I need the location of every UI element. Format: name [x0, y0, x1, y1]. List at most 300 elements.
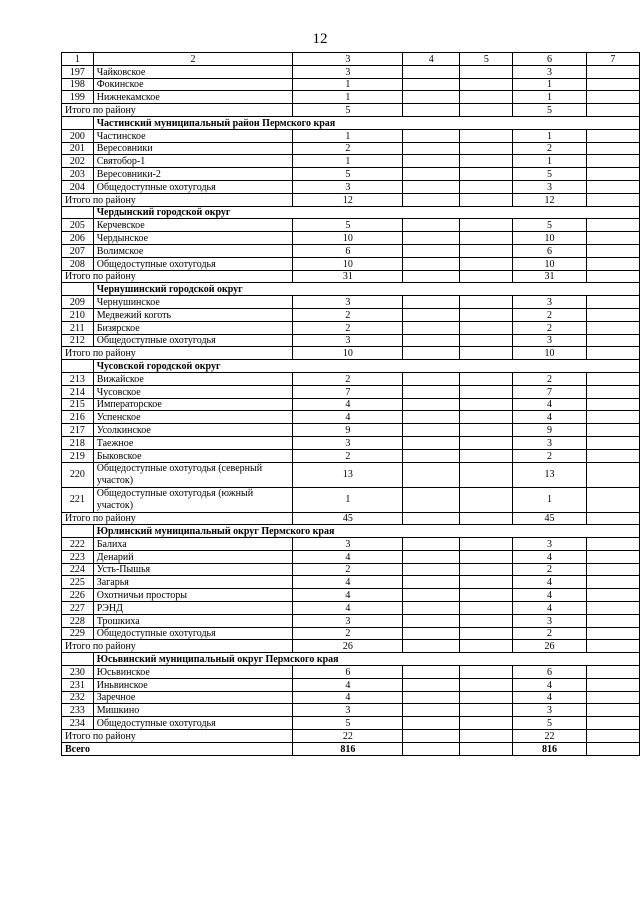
header-row — [62, 53, 640, 66]
section-spacer — [62, 283, 94, 296]
row-number: 197 — [62, 65, 94, 78]
grand-total-row — [62, 742, 640, 755]
col4-value — [403, 65, 460, 78]
table-row — [62, 65, 640, 78]
col4-value — [403, 678, 460, 691]
col3-value: 6 — [293, 244, 403, 257]
row-number: 234 — [62, 717, 94, 730]
row-number: 206 — [62, 232, 94, 245]
ground-name: Балиха — [93, 538, 293, 551]
total-col4 — [403, 512, 460, 525]
col5-value — [460, 424, 513, 437]
total-col6: 22 — [513, 730, 586, 743]
total-col3: 31 — [293, 270, 403, 283]
col4-value — [403, 232, 460, 245]
col7-value — [586, 334, 639, 347]
col5-value — [460, 550, 513, 563]
col7-value — [586, 78, 639, 91]
col6-value: 3 — [513, 296, 586, 309]
total-col6: 5 — [513, 104, 586, 117]
total-col3: 5 — [293, 104, 403, 117]
col5-value — [460, 487, 513, 512]
col4-value — [403, 449, 460, 462]
col4-value — [403, 296, 460, 309]
col6-value: 2 — [513, 321, 586, 334]
total-col4 — [403, 193, 460, 206]
total-col7 — [586, 347, 639, 360]
section-title-row — [62, 360, 640, 373]
col5-value — [460, 704, 513, 717]
col6-value: 7 — [513, 385, 586, 398]
col4-value — [403, 462, 460, 487]
col6-value: 3 — [513, 180, 586, 193]
total-col7 — [586, 512, 639, 525]
col4-value — [403, 372, 460, 385]
col7-value — [586, 487, 639, 512]
row-number: 215 — [62, 398, 94, 411]
col7-value — [586, 436, 639, 449]
ground-name: Быковское — [93, 449, 293, 462]
total-col7 — [586, 104, 639, 117]
header-cell: 6 — [513, 53, 586, 66]
row-number: 208 — [62, 257, 94, 270]
col3-value: 2 — [293, 449, 403, 462]
col6-value: 3 — [513, 704, 586, 717]
table-row — [62, 717, 640, 730]
col3-value: 5 — [293, 219, 403, 232]
ground-name: Денарий — [93, 550, 293, 563]
table-row — [62, 168, 640, 181]
col3-value: 1 — [293, 155, 403, 168]
col7-value — [586, 627, 639, 640]
col7-value — [586, 168, 639, 181]
col5-value — [460, 78, 513, 91]
table-row — [62, 321, 640, 334]
col6-value: 6 — [513, 244, 586, 257]
col5-value — [460, 219, 513, 232]
ground-name: Общедоступные охотугодья (южный участок) — [93, 487, 293, 512]
col7-value — [586, 563, 639, 576]
col6-value: 5 — [513, 219, 586, 232]
row-number: 212 — [62, 334, 94, 347]
ground-name: Иньвинское — [93, 678, 293, 691]
table-row — [62, 296, 640, 309]
table-row — [62, 691, 640, 704]
table-row — [62, 550, 640, 563]
ground-name: Заречное — [93, 691, 293, 704]
col6-value: 3 — [513, 65, 586, 78]
col5-value — [460, 449, 513, 462]
col4-value — [403, 589, 460, 602]
table-row — [62, 602, 640, 615]
col5-value — [460, 691, 513, 704]
col6-value: 4 — [513, 691, 586, 704]
col4-value — [403, 155, 460, 168]
col3-value: 2 — [293, 308, 403, 321]
row-number: 198 — [62, 78, 94, 91]
ground-name: Частинское — [93, 129, 293, 142]
row-number: 230 — [62, 666, 94, 679]
col4-value — [403, 717, 460, 730]
col5-value — [460, 168, 513, 181]
ground-name: Чусовское — [93, 385, 293, 398]
total-col5 — [460, 512, 513, 525]
ground-name: Общедоступные охотугодья (северный участок) — [93, 462, 293, 487]
table-row — [62, 563, 640, 576]
section-title-row — [62, 116, 640, 129]
row-number: 224 — [62, 563, 94, 576]
col4-value — [403, 576, 460, 589]
table-row — [62, 411, 640, 424]
table-row — [62, 385, 640, 398]
row-number: 213 — [62, 372, 94, 385]
ground-name: Чайковское — [93, 65, 293, 78]
total-col6: 10 — [513, 347, 586, 360]
col5-value — [460, 436, 513, 449]
col6-value: 3 — [513, 334, 586, 347]
col4-value — [403, 334, 460, 347]
row-number: 203 — [62, 168, 94, 181]
col7-value — [586, 691, 639, 704]
total-col5 — [460, 347, 513, 360]
col6-value: 10 — [513, 257, 586, 270]
col4-value — [403, 321, 460, 334]
row-number: 218 — [62, 436, 94, 449]
row-number: 219 — [62, 449, 94, 462]
row-number: 214 — [62, 385, 94, 398]
col7-value — [586, 296, 639, 309]
ground-name: Бизярское — [93, 321, 293, 334]
section-title-row — [62, 653, 640, 666]
row-number: 217 — [62, 424, 94, 437]
row-number: 209 — [62, 296, 94, 309]
col5-value — [460, 372, 513, 385]
col5-value — [460, 91, 513, 104]
ground-name: Общедоступные охотугодья — [93, 180, 293, 193]
col7-value — [586, 155, 639, 168]
col6-value: 4 — [513, 576, 586, 589]
ground-name: Общедоступные охотугодья — [93, 257, 293, 270]
ground-name: Чердынское — [93, 232, 293, 245]
col6-value: 3 — [513, 436, 586, 449]
total-col3: 10 — [293, 347, 403, 360]
section-title-row — [62, 283, 640, 296]
ground-name: Общедоступные охотугодья — [93, 627, 293, 640]
col4-value — [403, 627, 460, 640]
ground-name: Волимское — [93, 244, 293, 257]
grand-total-col6: 816 — [513, 742, 586, 755]
col7-value — [586, 538, 639, 551]
col4-value — [403, 550, 460, 563]
ground-name: Фокинское — [93, 78, 293, 91]
ground-name: Юсьвинское — [93, 666, 293, 679]
total-col7 — [586, 730, 639, 743]
row-number: 221 — [62, 487, 94, 512]
col5-value — [460, 678, 513, 691]
ground-name: Керчевское — [93, 219, 293, 232]
col5-value — [460, 411, 513, 424]
col5-value — [460, 614, 513, 627]
col3-value: 4 — [293, 691, 403, 704]
col4-value — [403, 219, 460, 232]
col6-value: 4 — [513, 602, 586, 615]
col3-value: 5 — [293, 168, 403, 181]
total-col6: 45 — [513, 512, 586, 525]
row-number: 229 — [62, 627, 94, 640]
total-label: Итого по району — [62, 270, 293, 283]
col3-value: 13 — [293, 462, 403, 487]
col7-value — [586, 462, 639, 487]
col6-value: 4 — [513, 411, 586, 424]
col7-value — [586, 257, 639, 270]
col5-value — [460, 129, 513, 142]
col6-value: 2 — [513, 372, 586, 385]
ground-name: РЭНД — [93, 602, 293, 615]
ground-name: Усть-Пышья — [93, 563, 293, 576]
col3-value: 3 — [293, 65, 403, 78]
col6-value: 6 — [513, 666, 586, 679]
col3-value: 3 — [293, 296, 403, 309]
ground-name: Таежное — [93, 436, 293, 449]
col7-value — [586, 678, 639, 691]
ground-name: Усолкинское — [93, 424, 293, 437]
row-number: 216 — [62, 411, 94, 424]
table-row — [62, 666, 640, 679]
row-number: 204 — [62, 180, 94, 193]
col7-value — [586, 576, 639, 589]
table-row — [62, 219, 640, 232]
col5-value — [460, 321, 513, 334]
total-col5 — [460, 104, 513, 117]
col4-value — [403, 691, 460, 704]
row-number: 199 — [62, 91, 94, 104]
district-total-row — [62, 512, 640, 525]
col4-value — [403, 411, 460, 424]
row-number: 202 — [62, 155, 94, 168]
header-cell: 7 — [586, 53, 639, 66]
total-label: Итого по району — [62, 640, 293, 653]
table-row — [62, 91, 640, 104]
col7-value — [586, 666, 639, 679]
col7-value — [586, 550, 639, 563]
col6-value: 1 — [513, 78, 586, 91]
col5-value — [460, 576, 513, 589]
col4-value — [403, 129, 460, 142]
section-spacer — [62, 653, 94, 666]
total-col6: 26 — [513, 640, 586, 653]
row-number: 210 — [62, 308, 94, 321]
col7-value — [586, 602, 639, 615]
col4-value — [403, 257, 460, 270]
section-title: Частинский муниципальный район Пермского края — [93, 116, 639, 129]
col6-value: 2 — [513, 142, 586, 155]
total-col7 — [586, 193, 639, 206]
section-title: Чусовской городской округ — [93, 360, 639, 373]
ground-name: Вересовники — [93, 142, 293, 155]
total-col7 — [586, 270, 639, 283]
col7-value — [586, 244, 639, 257]
total-col4 — [403, 104, 460, 117]
table-row — [62, 257, 640, 270]
col3-value: 2 — [293, 627, 403, 640]
page-number: 12 — [312, 31, 328, 47]
col4-value — [403, 704, 460, 717]
col7-value — [586, 180, 639, 193]
col3-value: 5 — [293, 717, 403, 730]
col3-value: 4 — [293, 678, 403, 691]
col5-value — [460, 308, 513, 321]
table-row — [62, 180, 640, 193]
col6-value: 3 — [513, 538, 586, 551]
table-row — [62, 576, 640, 589]
section-title: Чердынский городской округ — [93, 206, 639, 219]
col3-value: 4 — [293, 411, 403, 424]
col6-value: 10 — [513, 232, 586, 245]
col4-value — [403, 180, 460, 193]
col7-value — [586, 219, 639, 232]
col3-value: 4 — [293, 602, 403, 615]
col7-value — [586, 129, 639, 142]
row-number: 223 — [62, 550, 94, 563]
total-col3: 45 — [293, 512, 403, 525]
col3-value: 4 — [293, 550, 403, 563]
col3-value: 2 — [293, 321, 403, 334]
col7-value — [586, 372, 639, 385]
col7-value — [586, 704, 639, 717]
col4-value — [403, 91, 460, 104]
table-row — [62, 334, 640, 347]
col3-value: 10 — [293, 257, 403, 270]
col3-value: 2 — [293, 142, 403, 155]
section-spacer — [62, 116, 94, 129]
col4-value — [403, 168, 460, 181]
table-row — [62, 232, 640, 245]
col5-value — [460, 462, 513, 487]
col5-value — [460, 398, 513, 411]
total-col3: 12 — [293, 193, 403, 206]
col7-value — [586, 449, 639, 462]
section-spacer — [62, 360, 94, 373]
table-row — [62, 704, 640, 717]
col5-value — [460, 232, 513, 245]
section-title-row — [62, 206, 640, 219]
row-number: 211 — [62, 321, 94, 334]
table-row — [62, 487, 640, 512]
table-row — [62, 627, 640, 640]
col6-value: 3 — [513, 614, 586, 627]
col6-value: 9 — [513, 424, 586, 437]
col4-value — [403, 563, 460, 576]
total-col6: 31 — [513, 270, 586, 283]
district-total-row — [62, 104, 640, 117]
col5-value — [460, 602, 513, 615]
col3-value: 3 — [293, 614, 403, 627]
table-row — [62, 142, 640, 155]
col3-value: 4 — [293, 589, 403, 602]
table-row — [62, 424, 640, 437]
table-row — [62, 614, 640, 627]
ground-name: Вижайское — [93, 372, 293, 385]
col5-value — [460, 666, 513, 679]
table-row — [62, 129, 640, 142]
ground-name: Императорское — [93, 398, 293, 411]
col3-value: 3 — [293, 436, 403, 449]
row-number: 225 — [62, 576, 94, 589]
district-total-row — [62, 730, 640, 743]
table-row — [62, 538, 640, 551]
section-title: Чернушинский городской округ — [93, 283, 639, 296]
col5-value — [460, 296, 513, 309]
header-cell: 2 — [93, 53, 293, 66]
total-col4 — [403, 640, 460, 653]
table-row — [62, 308, 640, 321]
table-row — [62, 589, 640, 602]
hunting-grounds-table — [61, 52, 640, 756]
ground-name: Мишкино — [93, 704, 293, 717]
col3-value: 1 — [293, 91, 403, 104]
ground-name: Нижнекамское — [93, 91, 293, 104]
col3-value: 1 — [293, 487, 403, 512]
col4-value — [403, 666, 460, 679]
col5-value — [460, 65, 513, 78]
table-row — [62, 462, 640, 487]
section-spacer — [62, 525, 94, 538]
section-title: Юрлинский муниципальный округ Пермского края — [93, 525, 639, 538]
col4-value — [403, 308, 460, 321]
col6-value: 2 — [513, 563, 586, 576]
row-number: 226 — [62, 589, 94, 602]
table-row — [62, 449, 640, 462]
col5-value — [460, 334, 513, 347]
col7-value — [586, 321, 639, 334]
grand-total-col7 — [586, 742, 639, 755]
col7-value — [586, 614, 639, 627]
col3-value: 3 — [293, 334, 403, 347]
col3-value: 6 — [293, 666, 403, 679]
total-label: Итого по району — [62, 730, 293, 743]
col3-value: 7 — [293, 385, 403, 398]
district-total-row — [62, 193, 640, 206]
col5-value — [460, 538, 513, 551]
section-title: Юсьвинский муниципальный округ Пермского края — [93, 653, 639, 666]
col5-value — [460, 257, 513, 270]
col4-value — [403, 614, 460, 627]
total-label: Итого по району — [62, 347, 293, 360]
col4-value — [403, 142, 460, 155]
row-number: 201 — [62, 142, 94, 155]
row-number: 227 — [62, 602, 94, 615]
row-number: 220 — [62, 462, 94, 487]
ground-name: Общедоступные охотугодья — [93, 717, 293, 730]
row-number: 200 — [62, 129, 94, 142]
total-col6: 12 — [513, 193, 586, 206]
grand-total-col3: 816 — [293, 742, 403, 755]
total-col7 — [586, 640, 639, 653]
col4-value — [403, 385, 460, 398]
col5-value — [460, 589, 513, 602]
ground-name: Загарья — [93, 576, 293, 589]
col3-value: 3 — [293, 704, 403, 717]
col5-value — [460, 180, 513, 193]
col6-value: 4 — [513, 589, 586, 602]
ground-name: Охотничьи просторы — [93, 589, 293, 602]
col4-value — [403, 487, 460, 512]
col5-value — [460, 627, 513, 640]
total-label: Итого по району — [62, 104, 293, 117]
col7-value — [586, 589, 639, 602]
col6-value: 2 — [513, 449, 586, 462]
header-cell: 3 — [293, 53, 403, 66]
